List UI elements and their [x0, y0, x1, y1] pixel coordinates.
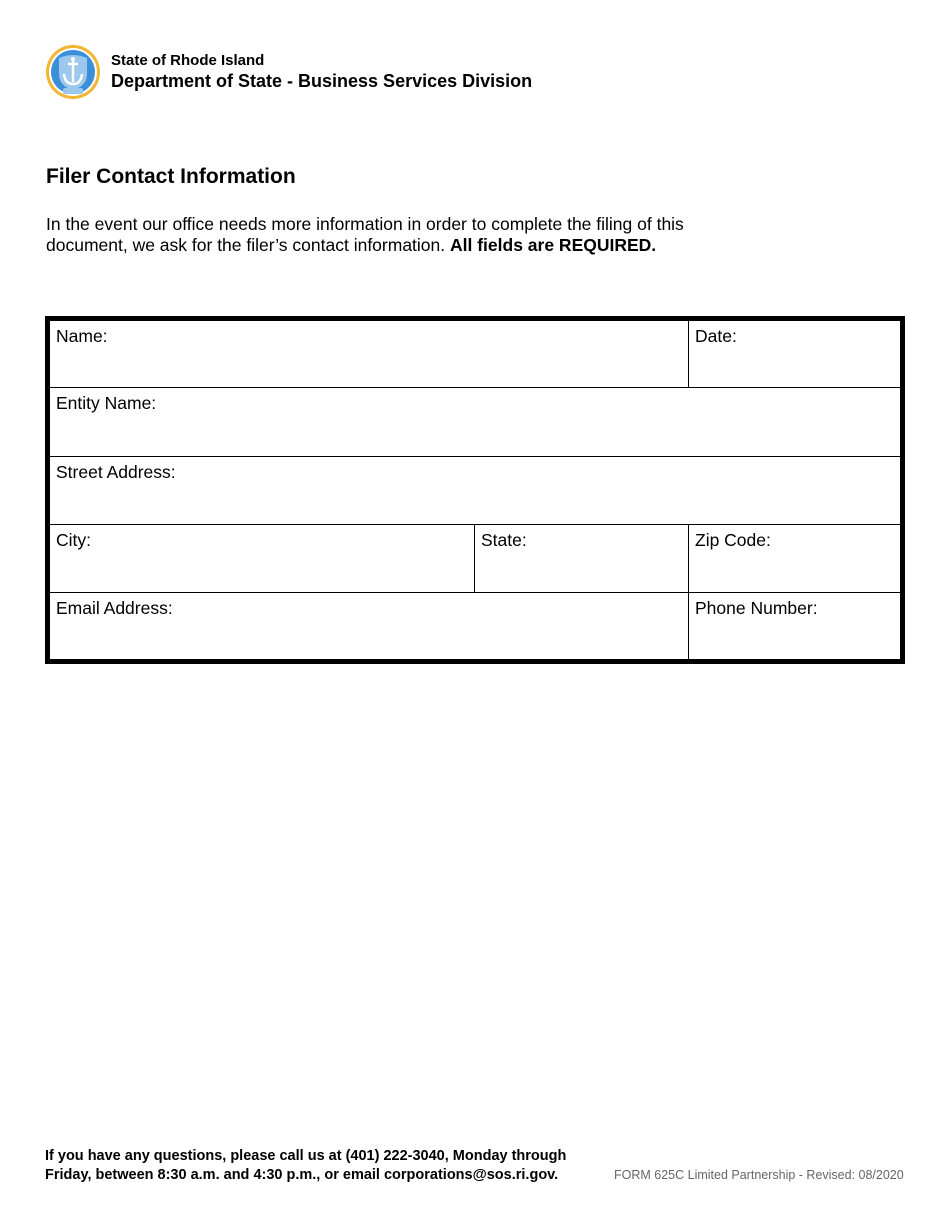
row-entity [50, 388, 900, 457]
footer-line-2: Friday, between 8:30 a.m. and 4:30 p.m., or email corporations@sos.ri.gov. [45, 1167, 559, 1183]
name-field[interactable] [50, 321, 688, 387]
entity-name-field[interactable] [50, 388, 900, 456]
department-name: Department of State - Business Services Division [111, 71, 533, 91]
form-id: FORM 625C Limited Partnership - Revised: 08/2020 [614, 1168, 904, 1182]
row-city-state-zip [50, 525, 900, 593]
intro-body: In the event our office needs more information in order to complete the filing of this document, we ask for the filer’s contact information. [46, 214, 684, 255]
city-field[interactable] [50, 525, 474, 592]
state-label: State: [481, 530, 527, 550]
required-notice: All fields are REQUIRED. [450, 235, 657, 255]
phone-number-field[interactable] [688, 593, 900, 659]
zip-code-field[interactable] [688, 525, 900, 592]
name-label: Name: [56, 326, 108, 346]
email-address-field[interactable] [50, 593, 688, 659]
rhode-island-seal-logo [45, 44, 101, 100]
row-email-phone [50, 593, 900, 659]
section-title: Filer Contact Information [46, 165, 296, 188]
phone-number-label: Phone Number: [695, 598, 818, 618]
street-address-field[interactable] [50, 457, 900, 524]
contact-form-table [45, 316, 905, 664]
footer-contact [45, 1147, 566, 1185]
row-name-date [50, 321, 900, 388]
state-field[interactable] [474, 525, 688, 592]
state-name: State of Rhode Island [111, 52, 265, 69]
entity-name-label: Entity Name: [56, 393, 157, 413]
zip-code-label: Zip Code: [695, 530, 771, 550]
email-address-label: Email Address: [56, 598, 173, 618]
footer-line-1: If you have any questions, please call us at (401) 222-3040, Monday through [45, 1148, 567, 1164]
row-street [50, 457, 900, 525]
date-label: Date: [695, 326, 737, 346]
intro-text [46, 214, 766, 256]
city-label: City: [56, 530, 91, 550]
street-address-label: Street Address: [56, 462, 176, 482]
date-field[interactable] [688, 321, 900, 387]
